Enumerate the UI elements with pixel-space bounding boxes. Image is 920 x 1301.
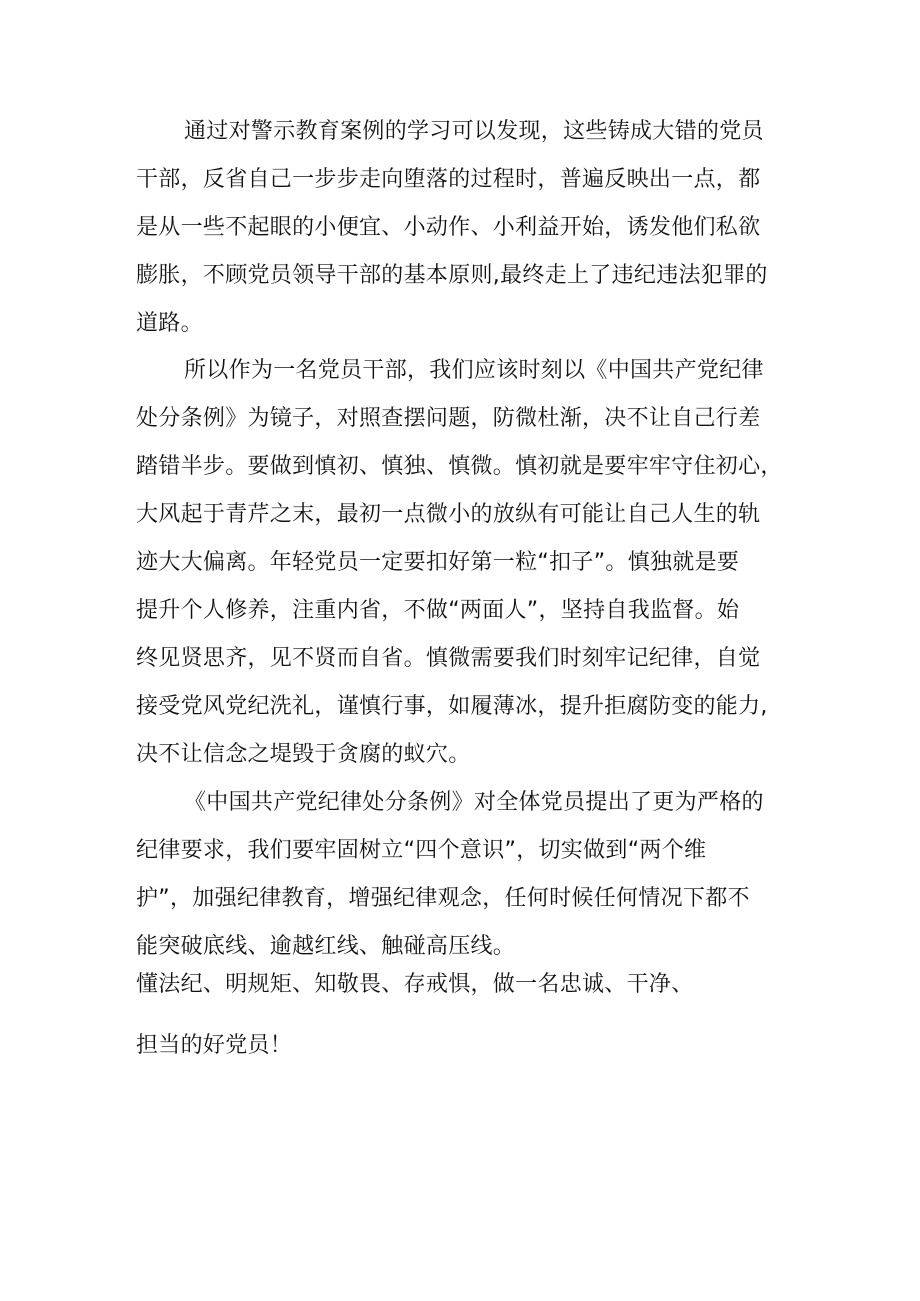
paragraph-2-line-4: 大风起于青芹之末，最初一点微小的放纵有可能让自己人生的轨 — [136, 502, 761, 527]
paragraph-2-line-3: 踏错半步。要做到慎初、慎独、慎微。慎初就是要牢牢守住初心， — [136, 454, 783, 479]
paragraph-3-line-1: 《中国共产党纪律处分条例》对全体党员提出了更为严格的 — [184, 790, 764, 815]
paragraph-2-line-5: 迹大大偏离。年轻党员一定要扣好第一粒“扣子”。慎独就是要 — [136, 550, 740, 575]
paragraph-2-line-8: 接受党风党纪洗礼，谨慎行事，如履薄冰，提升拒腐防变的能力, — [136, 694, 768, 719]
paragraph-2-line-1: 所以作为一名党员干部，我们应该时刻以《中国共产党纪律 — [184, 358, 764, 383]
paragraph-3-line-3: 护”，加强纪律教育，增强纪律观念，任何时候任何情况下都不 — [136, 886, 750, 911]
paragraph-2-line-6: 提升个人修养，注重内省，不做“两面人”，坚持自我监督。始 — [136, 598, 740, 623]
paragraph-1-line-3: 是从一些不起眼的小便宜、小动作、小利益开始，诱发他们私欲 — [136, 215, 761, 240]
paragraph-1-line-2: 干部，反省自己一步步走向堕落的过程时，普遍反映出一点，都 — [136, 167, 761, 192]
paragraph-3-line-4: 能突破底线、逾越红线、触碰高压线。 — [136, 934, 516, 959]
paragraph-4-line-1: 懂法纪、明规矩、知敬畏、存戒惧，做一名忠诚、干净、 — [136, 972, 694, 997]
paragraph-3-line-2: 纪律要求，我们要牢固树立“四个意识”，切实做到“两个维 — [136, 838, 707, 863]
paragraph-1-line-5: 道路。 — [136, 311, 203, 336]
paragraph-1-line-4: 膨胀，不顾党员领导干部的基本原则,最终走上了违纪违法犯罪的 — [136, 263, 768, 288]
paragraph-2-line-9: 决不让信念之堤毁于贪腐的蚁穴。 — [136, 742, 471, 767]
paragraph-2-line-2: 处分条例》为镜子，对照查摆问题，防微杜渐，决不让自己行差 — [136, 406, 761, 431]
paragraph-1-line-1: 通过对警示教育案例的学习可以发现，这些铸成大错的党员 — [184, 119, 764, 144]
paragraph-2-line-7: 终见贤思齐，见不贤而自省。慎微需要我们时刻牢记纪律，自觉 — [136, 646, 761, 671]
paragraph-4-line-2: 担当的好党员！ — [136, 1033, 293, 1058]
